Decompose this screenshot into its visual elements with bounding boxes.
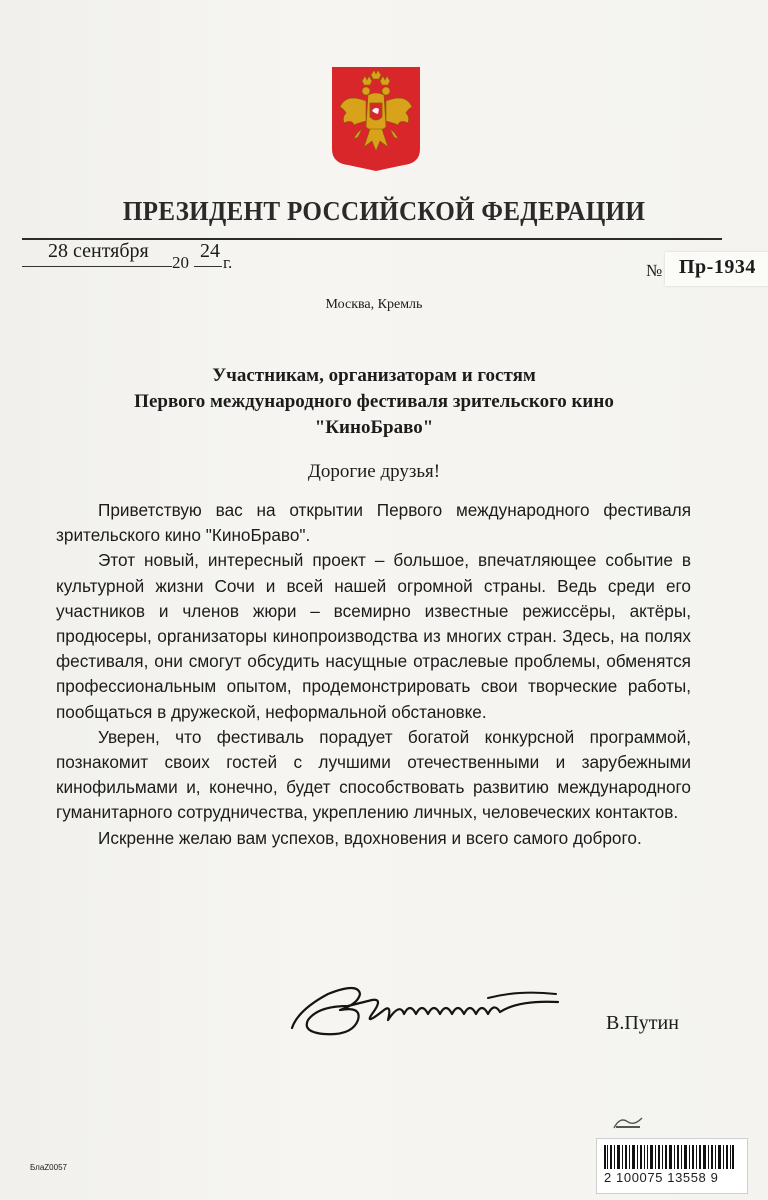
registry-logo — [612, 1114, 644, 1130]
salutation: Дорогие друзья! — [307, 461, 441, 482]
number-sign: № — [646, 261, 663, 280]
document-number: Пр-1934 — [679, 256, 756, 278]
paragraph-greeting: Приветствую вас на открытии Первого международного фестиваля зрительского кино "КиноБраво". — [56, 500, 691, 546]
date-century: 20 — [172, 253, 189, 272]
handwritten-signature — [288, 980, 570, 1042]
date-day-month: 28 сентября — [48, 240, 149, 262]
barcode-bars — [604, 1145, 734, 1169]
coat-of-arms-emblem — [332, 67, 420, 171]
year-underline — [194, 266, 222, 267]
date-year-mark: г. — [223, 253, 233, 272]
paragraph-festival: Уверен, что фестиваль порадует богатой конкурсной программой, познакомит своих гостей с лучшими отечественными и зарубежными кинофильмами и, конечно, будет способствовать развитию международного гуманитарного сотрудничества, укреплению личных, человеческих контактов. — [56, 726, 691, 823]
document-code: БлаZ0057 — [30, 1163, 67, 1172]
address-line-3: "КиноБраво" — [314, 417, 434, 438]
date-year-suffix: 24 — [200, 240, 220, 262]
barcode-number: 2 100075 13558 9 — [604, 1170, 719, 1185]
signer-name: В.Путин — [606, 1012, 679, 1034]
date-underline — [22, 266, 172, 267]
letter-body — [56, 498, 691, 851]
address-line-1: Участникам, организаторам и гостям — [212, 365, 536, 386]
paragraph-wishes: Искренне желаю вам успехов, вдохновения и всего самого доброго. — [98, 827, 642, 848]
president-title: ПРЕЗИДЕНТ РОССИЙСКОЙ ФЕДЕРАЦИИ — [122, 196, 646, 226]
address-line-2: Первого международного фестиваля зрительского кино — [134, 391, 614, 412]
place-of-issue: Москва, Кремль — [325, 297, 423, 312]
address-heading — [0, 363, 748, 441]
paragraph-project: Этот новый, интересный проект – большое, впечатляющее событие в культурной жизни Сочи и всей нашей огромной страны. Ведь среди его участников и членов жюри – всемирно известные режиссёры, актёры, продюсеры, организаторы кинопроизводства из многих стран. Здесь, на полях фестиваля, они смогут обсудить насущные отраслевые проблемы, обменятся профессиональным опытом, продемонстрировать свои творческие работы, пообщаться в дружеской, неформальной обстановке. — [56, 550, 691, 722]
